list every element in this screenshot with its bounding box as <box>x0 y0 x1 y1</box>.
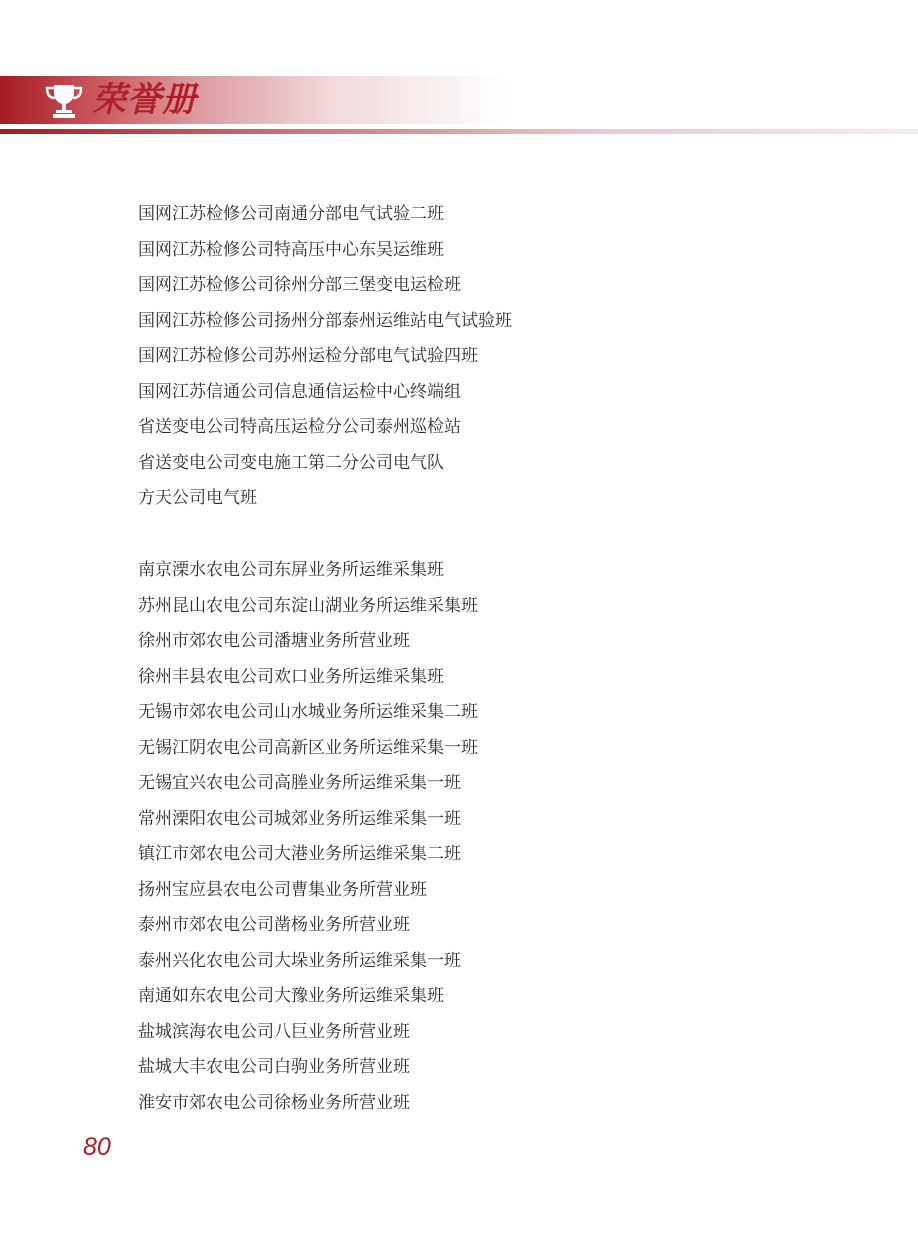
list-item: 盐城大丰农电公司白驹业务所营业班 <box>138 1057 410 1077</box>
list-item: 苏州昆山农电公司东淀山湖业务所运维采集班 <box>138 595 478 616</box>
list-item: 无锡市郊农电公司山水城业务所运维采集二班 <box>138 702 478 722</box>
list-item: 镇江市郊农电公司大港业务所运维采集二班 <box>138 844 461 864</box>
list-item: 省送变电公司变电施工第二分公司电气队 <box>138 452 444 473</box>
list-item: 国网江苏检修公司扬州分部泰州运维站电气试验班 <box>138 310 512 331</box>
list-item: 常州溧阳农电公司城郊业务所运维采集一班 <box>138 808 461 829</box>
list-item: 无锡江阴农电公司高新区业务所运维采集一班 <box>138 737 478 758</box>
list-item: 国网江苏检修公司苏州运检分部电气试验四班 <box>138 346 478 366</box>
page-number: 80 <box>83 1133 111 1161</box>
list-item: 国网江苏检修公司徐州分部三堡变电运检班 <box>138 275 461 295</box>
list-item: 无锡宜兴农电公司高塍业务所运维采集一班 <box>138 773 461 793</box>
list-item: 国网江苏信通公司信息通信运检中心终端组 <box>138 381 461 402</box>
list-item: 扬州宝应县农电公司曹集业务所营业班 <box>138 879 427 900</box>
honor-list-group-2 <box>138 553 478 1121</box>
list-item: 盐城滨海农电公司八巨业务所营业班 <box>138 1021 410 1042</box>
list-item: 南通如东农电公司大豫业务所运维采集班 <box>138 986 444 1006</box>
trophy-icon <box>44 82 84 120</box>
section-title: 荣誉册 <box>92 80 197 120</box>
list-item: 省送变电公司特高压运检分公司泰州巡检站 <box>138 417 461 437</box>
list-item: 国网江苏检修公司南通分部电气试验二班 <box>138 204 444 224</box>
list-item: 南京溧水农电公司东屏业务所运维采集班 <box>138 560 444 580</box>
header-rule <box>0 129 918 134</box>
list-item: 泰州市郊农电公司凿杨业务所营业班 <box>138 915 410 935</box>
list-item: 徐州市郊农电公司潘塘业务所营业班 <box>138 631 410 651</box>
list-item: 徐州丰县农电公司欢口业务所运维采集班 <box>138 666 444 687</box>
honor-list-group-1 <box>138 197 512 517</box>
list-item: 泰州兴化农电公司大垛业务所运维采集一班 <box>138 950 461 971</box>
list-item: 淮安市郊农电公司徐杨业务所营业班 <box>138 1092 410 1113</box>
list-item: 方天公司电气班 <box>138 488 257 508</box>
list-item: 国网江苏检修公司特高压中心东吴运维班 <box>138 239 444 260</box>
